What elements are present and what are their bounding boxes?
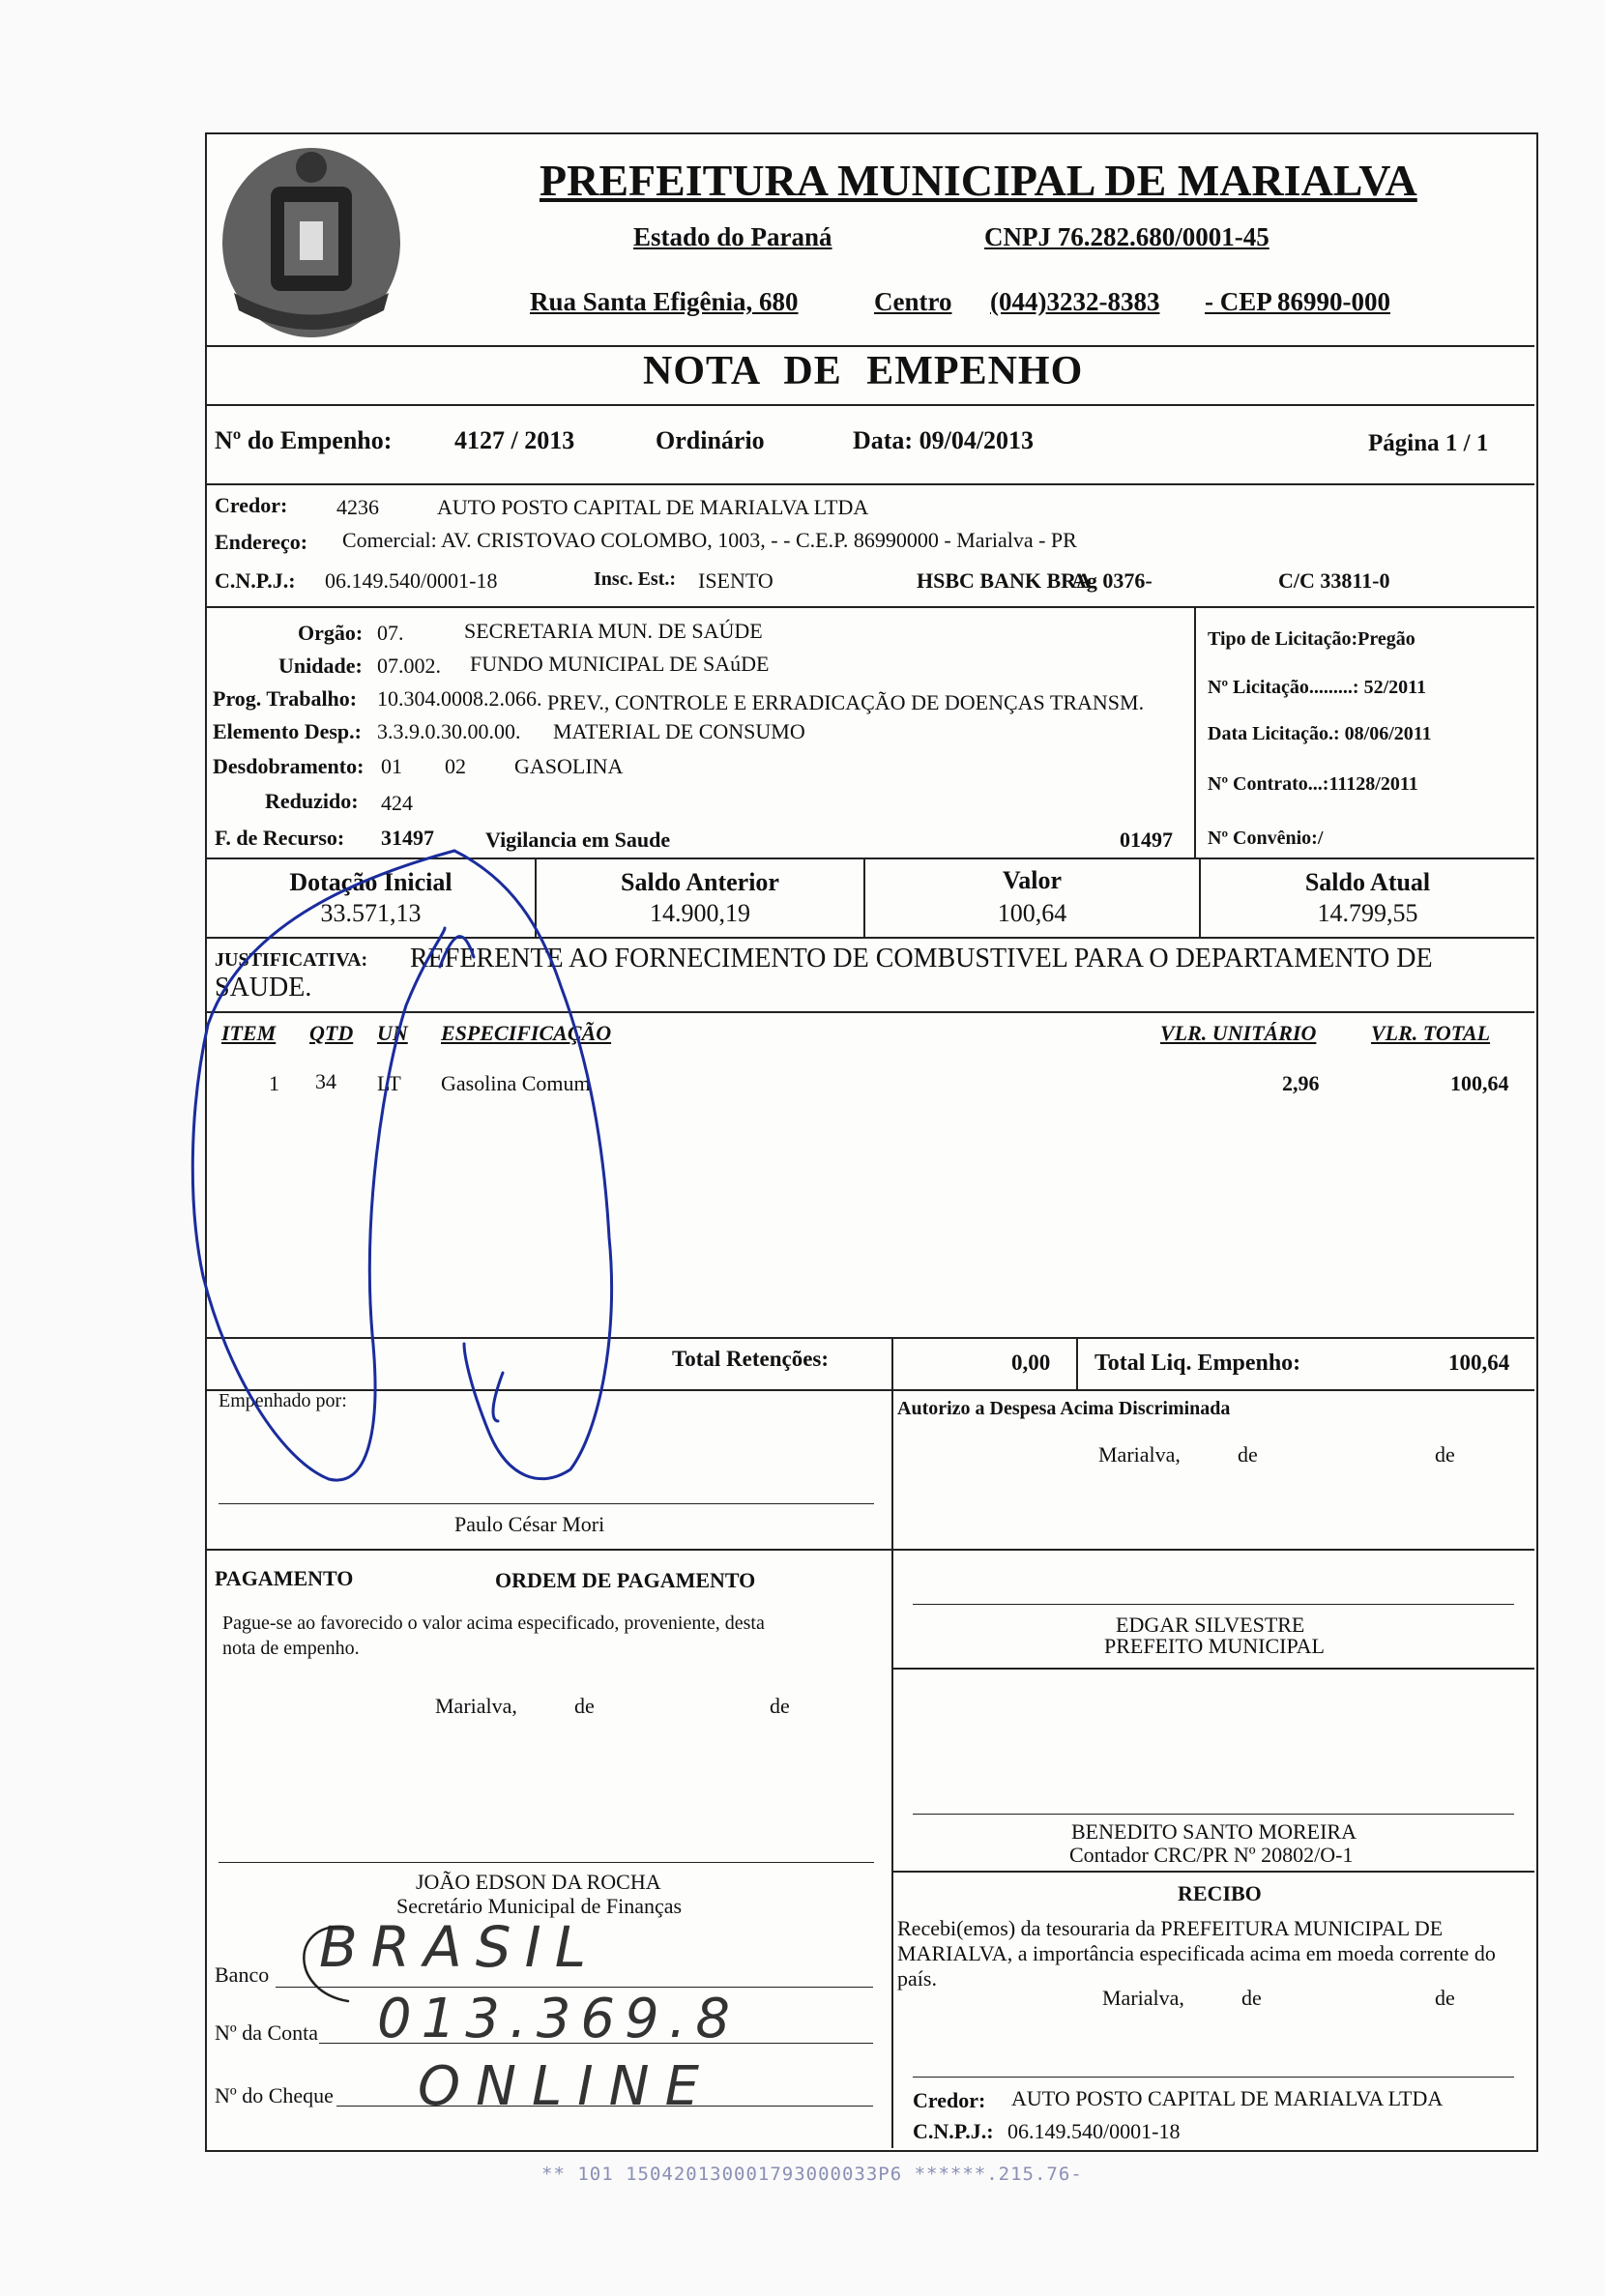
recibo-credor: AUTO POSTO CAPITAL DE MARIALVA LTDA (1011, 2086, 1444, 2110)
col-qtd: QTD (309, 1021, 354, 1045)
pagamento-label: PAGAMENTO (215, 1566, 354, 1590)
recibo-de: de (1435, 1986, 1455, 2010)
fonte-code: 31497 (381, 826, 434, 850)
divider (205, 937, 1534, 939)
numero-contrato: Nº Contrato...:11128/2011 (1208, 773, 1418, 795)
credor-code: 4236 (336, 495, 379, 519)
justificativa-text: REFERENTE AO FORNECIMENTO DE COMBUSTIVEL PARA O DEPARTAMENTO DE (410, 944, 1433, 974)
pagamento-text: Pague-se ao favorecido o valor acima especificado, proveniente, desta (222, 1613, 765, 1634)
signature-line (913, 2077, 1514, 2078)
elemento-code: 3.3.9.0.30.00.00. (377, 719, 521, 743)
prog-label: Prog. Trabalho: (213, 686, 358, 711)
signature-line (219, 1862, 874, 1863)
credor-name: AUTO POSTO CAPITAL DE MARIALVA LTDA (437, 495, 869, 519)
handwritten-banco: BRASIL (319, 1914, 600, 1980)
credor-ie: ISENTO (698, 568, 773, 593)
empenho-type: Ordinário (656, 426, 765, 454)
dotacao-inicial-label: Dotação Inicial (289, 868, 452, 896)
fonte-desc: Vigilancia em Saude (485, 828, 671, 852)
saldo-anterior-label: Saldo Anterior (621, 868, 779, 896)
footer-barcode-text: ** 101 150420130001793000033P6 ******.215.76- (541, 2164, 1083, 2185)
recibo-title: RECIBO (1178, 1881, 1262, 1905)
recibo-de: de (1241, 1986, 1262, 2010)
fonte-code-right: 01497 (1120, 828, 1173, 852)
ordem-pagamento-label: ORDEM DE PAGAMENTO (495, 1568, 756, 1592)
numero-convenio: Nº Convênio:/ (1208, 828, 1324, 849)
recibo-cnpj: 06.149.540/0001-18 (1007, 2119, 1181, 2143)
autorizo-de: de (1238, 1442, 1258, 1467)
autorizo-de: de (1435, 1442, 1455, 1467)
prefeitura-title: PREFEITURA MUNICIPAL DE MARIALVA (540, 156, 1417, 205)
contador-role: Contador CRC/PR Nº 20802/O-1 (1069, 1843, 1354, 1867)
row-unit-price: 2,96 (1282, 1071, 1320, 1095)
desdobramento-desc: GASOLINA (514, 754, 624, 778)
municipal-crest-icon (215, 138, 408, 346)
retencoes-label: Total Retenções: (672, 1347, 830, 1371)
cnpj-field-label: C.N.P.J.: (215, 568, 296, 593)
phone-label: (044)3232-8383 (990, 287, 1160, 316)
ie-label: Insc. Est.: (594, 568, 677, 590)
recibo-text: Recebi(emos) da tesouraria da PREFEITURA MUNICIPAL DE (897, 1916, 1444, 1940)
prefeito-name: EDGAR SILVESTRE (1116, 1613, 1305, 1637)
col-item: ITEM (221, 1021, 277, 1045)
unidade-code: 07.002. (377, 654, 441, 678)
divider (891, 1389, 893, 2148)
district-label: Centro (874, 287, 952, 316)
credor-account: C/C 33811-0 (1278, 568, 1390, 593)
pagamento-de: de (770, 1694, 790, 1718)
row-item: 1 (269, 1071, 279, 1095)
prog-code: 10.304.0008.2.066. (377, 686, 542, 711)
divider (891, 1668, 1534, 1670)
row-spec: Gasolina Comum (441, 1071, 591, 1095)
justificativa-text-cont: SAUDE. (215, 973, 312, 1003)
secretario-role: Secretário Municipal de Finanças (396, 1894, 683, 1918)
contador-name: BENEDITO SANTO MOREIRA (1071, 1819, 1357, 1844)
conta-label: Nº da Conta (215, 2020, 319, 2045)
empenho-number: 4127 / 2013 (454, 426, 575, 454)
address-field-label: Endereço: (215, 530, 308, 554)
unidade-desc: FUNDO MUNICIPAL DE SAúDE (470, 652, 770, 676)
reduzido-value: 424 (381, 791, 413, 815)
secretario-name: JOÃO EDSON DA ROCHA (416, 1870, 661, 1894)
divider (205, 483, 1534, 485)
col-un: UN (377, 1021, 408, 1045)
divider (205, 606, 1534, 608)
divider (205, 1011, 1534, 1013)
retencoes-value: 0,00 (1011, 1351, 1051, 1375)
col-unit-price: VLR. UNITÁRIO (1160, 1021, 1317, 1045)
divider (891, 1871, 1534, 1873)
signature-line (219, 1503, 874, 1504)
prefeito-role: PREFEITO MUNICIPAL (1104, 1634, 1325, 1658)
autorizo-label: Autorizo a Despesa Acima Discriminada (897, 1398, 1231, 1419)
orgao-code: 07. (377, 621, 404, 645)
divider (205, 404, 1534, 406)
divider (205, 1337, 1534, 1339)
total-liq-label: Total Liq. Empenho: (1094, 1351, 1301, 1376)
signature-line (913, 1604, 1514, 1605)
divider (205, 857, 1534, 859)
fonte-label: F. de Recurso: (215, 826, 345, 850)
credor-agency: Ag 0376- (1071, 568, 1153, 593)
divider (891, 1337, 893, 1389)
desdobramento-a: 01 (381, 754, 402, 778)
recibo-text-end: país. (897, 1966, 937, 1991)
credor-cnpj: 06.149.540/0001-18 (325, 568, 498, 593)
data-licitacao: Data Licitação.: 08/06/2011 (1208, 723, 1432, 744)
tipo-licitacao: Tipo de Licitação:Pregão (1208, 628, 1415, 650)
elemento-label: Elemento Desp.: (213, 719, 362, 743)
desdobramento-b: 02 (445, 754, 466, 778)
divider (205, 1549, 1534, 1551)
page-number: Página 1 / 1 (1368, 430, 1489, 456)
handwritten-cheque: ONLINE (418, 2055, 715, 2118)
elemento-desc: MATERIAL DE CONSUMO (553, 719, 805, 743)
orgao-label: Orgão: (298, 621, 364, 645)
recibo-cnpj-label: C.N.P.J.: (913, 2119, 994, 2143)
cnpj-label: CNPJ 76.282.680/0001-45 (984, 222, 1269, 251)
total-liq-value: 100,64 (1448, 1351, 1510, 1375)
col-spec: ESPECIFICAÇÃO (441, 1021, 612, 1045)
row-total: 100,64 (1450, 1071, 1509, 1095)
recibo-city: Marialva, (1102, 1986, 1184, 2010)
divider (205, 345, 1534, 347)
orgao-desc: SECRETARIA MUN. DE SAÚDE (464, 619, 763, 643)
desdobramento-label: Desdobramento: (213, 754, 365, 778)
prog-desc: PREV., CONTROLE E ERRADICAÇÃO DE DOENÇAS TRANSM. (547, 690, 1145, 714)
credor-bank: HSBC BANK BRA (917, 568, 1092, 593)
saldo-anterior-value: 14.900,19 (650, 899, 750, 927)
address-label: Rua Santa Efigênia, 680 (530, 287, 799, 316)
dotacao-inicial-value: 33.571,13 (320, 899, 422, 927)
justificativa-label: JUSTIFICATIVA: (215, 949, 368, 971)
valor-label: Valor (1002, 866, 1063, 894)
empenho-label: Nº do Empenho: (215, 426, 393, 454)
pagamento-city: Marialva, (435, 1694, 517, 1718)
recibo-credor-label: Credor: (913, 2088, 986, 2112)
divider (1194, 606, 1196, 857)
autorizo-city: Marialva, (1098, 1442, 1181, 1467)
numero-licitacao: Nº Licitação.........: 52/2011 (1208, 677, 1427, 698)
empenhado-label: Empenhado por: (219, 1390, 347, 1411)
state-label: Estado do Paraná (633, 222, 832, 251)
cep-label: - CEP 86990-000 (1205, 287, 1390, 316)
divider (205, 1389, 1534, 1391)
credor-address: Comercial: AV. CRISTOVAO COLOMBO, 1003, - - C.E.P. 86990000 - Marialva - PR (342, 528, 1077, 552)
pagamento-text-cont: nota de empenho. (222, 1638, 360, 1659)
doc-title: NOTA DE EMPENHO (643, 349, 1084, 393)
row-un: LT (377, 1071, 401, 1095)
divider (1076, 1337, 1078, 1389)
handwritten-conta: 013.369.8 (377, 1988, 741, 2050)
empenhado-name: Paulo César Mori (454, 1512, 605, 1536)
reduzido-label: Reduzido: (265, 789, 359, 813)
signature-line (913, 1814, 1514, 1815)
credor-label: Credor: (215, 493, 288, 517)
banco-label: Banco (215, 1962, 270, 1987)
unidade-label: Unidade: (278, 654, 363, 678)
row-qtd: 34 (315, 1069, 336, 1093)
saldo-atual-value: 14.799,55 (1317, 899, 1418, 927)
valor-value: 100,64 (997, 899, 1067, 927)
pagamento-de: de (574, 1694, 595, 1718)
cheque-label: Nº do Cheque (215, 2083, 334, 2107)
saldo-atual-label: Saldo Atual (1304, 868, 1431, 896)
col-total: VLR. TOTAL (1371, 1021, 1491, 1045)
recibo-text-cont: MARIALVA, a importância especificada acima em moeda corrente do (897, 1941, 1496, 1965)
empenho-date: Data: 09/04/2013 (853, 426, 1035, 454)
